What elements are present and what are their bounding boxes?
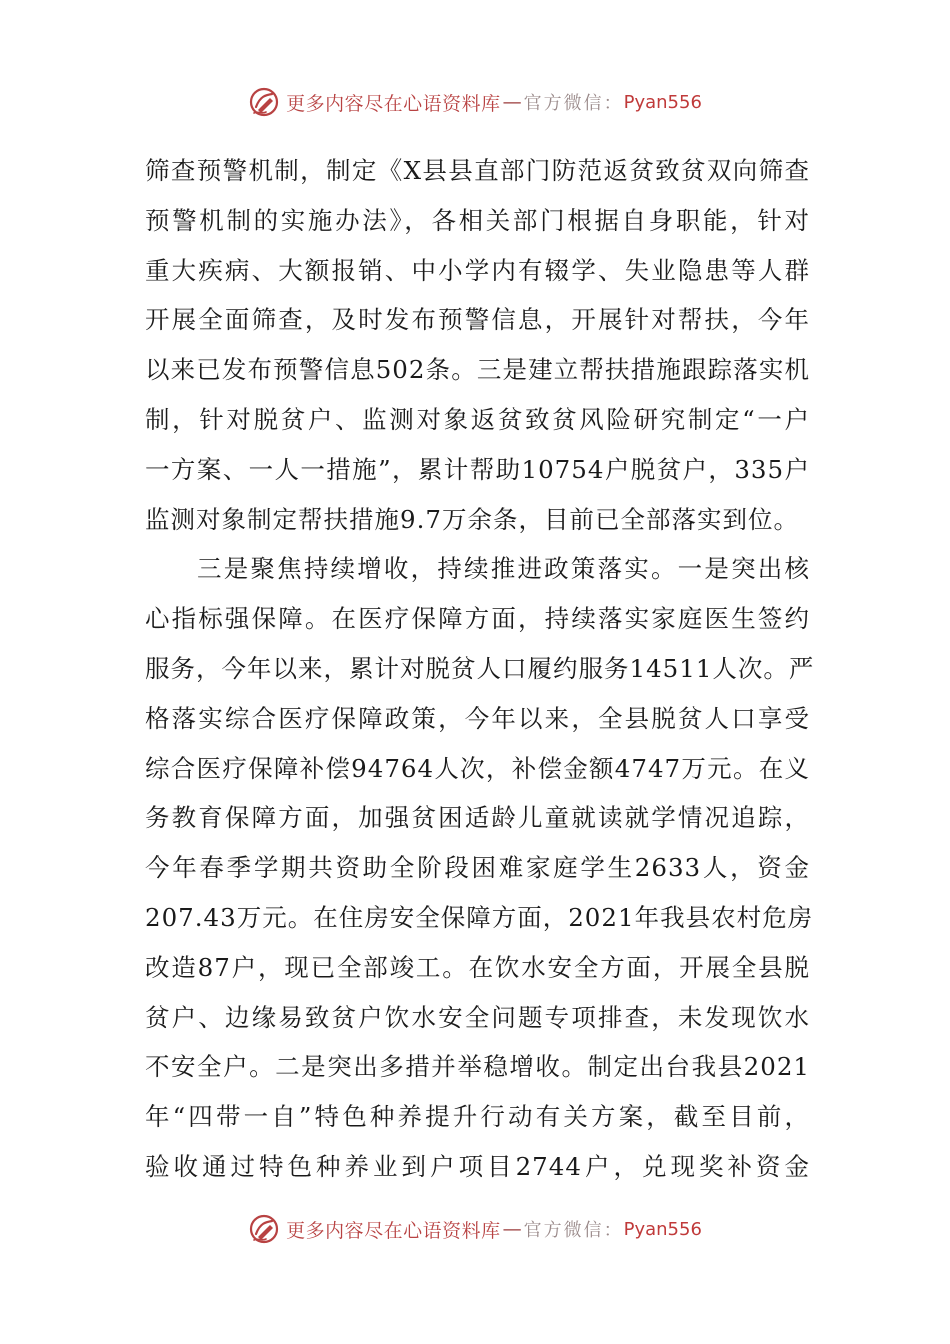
document-line: 开展全面筛查，及时发布预警信息，开展针对帮扶，今年	[145, 305, 810, 335]
pen-signature-logo-icon	[248, 1213, 280, 1245]
watermark-separator: —	[502, 91, 522, 113]
watermark-contact-label: 官方微信：	[523, 93, 624, 114]
watermark-separator: —	[502, 1218, 522, 1240]
document-line: 预警机制的实施办法》，各相关部门根据自身职能，针对	[145, 205, 810, 235]
document-line: 一方案、一人一措施”，累计帮助10754户脱贫户，335户	[145, 454, 810, 484]
document-line: 不安全户。二是突出多措并举稳增收。制定出台我县2021	[145, 1052, 810, 1082]
document-line: 以来已发布预警信息502条。三是建立帮扶措施跟踪落实机	[145, 355, 810, 385]
watermark-site-text: 更多内容尽在心语资料库	[286, 92, 501, 115]
document-line: 务教育保障方面，加强贫困适龄儿童就读就学情况追踪，	[145, 803, 810, 833]
watermark-contact-label: 官方微信：	[523, 1220, 624, 1241]
document-line: 格落实综合医疗保障政策，今年以来，全县脱贫人口享受	[145, 703, 810, 733]
document-line: 监测对象制定帮扶措施9.7万余条，目前已全部落实到位。	[145, 504, 799, 534]
watermark-contact-id: Pyan556	[623, 1218, 702, 1240]
pen-signature-logo-icon	[248, 86, 280, 118]
document-line: 重大疾病、大额报销、中小学内有辍学、失业隐患等人群	[145, 255, 810, 285]
document-body	[145, 146, 815, 1192]
document-line: 验收通过特色种养业到户项目2744户，兑现奖补资金	[145, 1151, 810, 1181]
document-line: 服务，今年以来，累计对脱贫人口履约服务14511人次。严	[145, 653, 815, 683]
footer-watermark-banner	[0, 1207, 950, 1251]
document-paragraph-start: 三是聚焦持续增收，持续推进政策落实。一是突出核	[197, 554, 810, 584]
watermark-contact-id: Pyan556	[623, 91, 702, 113]
document-line: 筛查预警机制，制定《X县县直部门防范返贫致贫双向筛查	[145, 156, 810, 185]
document-line: 心指标强保障。在医疗保障方面，持续落实家庭医生签约	[145, 604, 810, 634]
document-line: 今年春季学期共资助全阶段困难家庭学生2633人，资金	[145, 853, 810, 883]
document-line: 综合医疗保障补偿94764人次，补偿金额4747万元。在义	[145, 753, 810, 783]
document-line: 贫户、边缘易致贫户饮水安全问题专项排查，未发现饮水	[145, 1002, 810, 1032]
header-watermark-banner	[0, 80, 950, 124]
document-line: 制，针对脱贫户、监测对象返贫致贫风险研究制定“一户	[145, 404, 810, 434]
watermark-site-text: 更多内容尽在心语资料库	[286, 1219, 501, 1242]
document-line: 207.43万元。在住房安全保障方面，2021年我县农村危房	[145, 902, 814, 932]
document-line: 年“四带一自”特色种养提升行动有关方案，截至目前，	[145, 1102, 810, 1132]
document-line: 改造87户，现已全部竣工。在饮水安全方面，开展全县脱	[145, 952, 810, 982]
